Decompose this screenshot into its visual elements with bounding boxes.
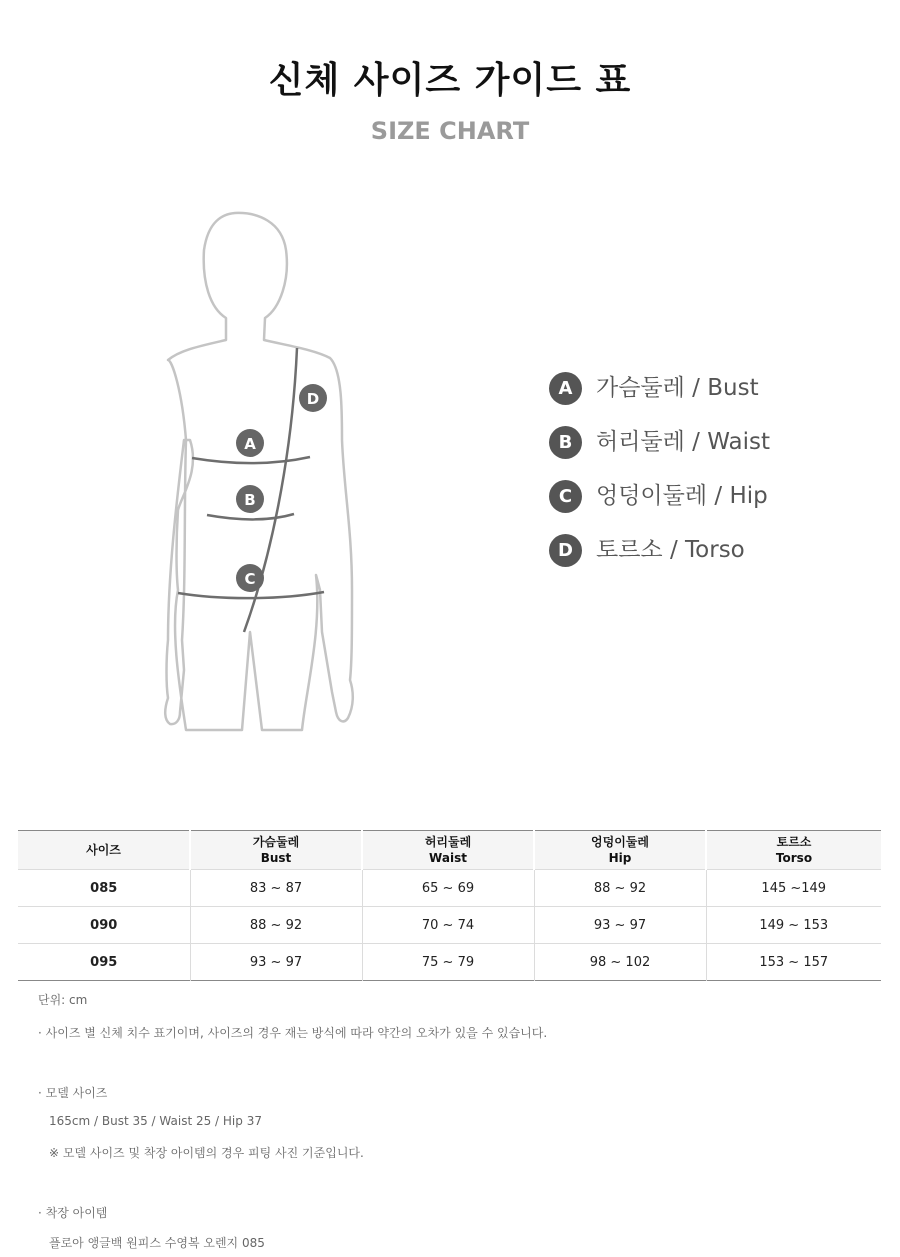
- body-figure-illustration: [130, 200, 370, 745]
- header-bust-ko: 가슴둘레: [252, 835, 300, 849]
- header-size: [18, 831, 190, 870]
- legend-label: 허리둘레 / Waist: [596, 429, 770, 455]
- size-cell: 085: [18, 870, 190, 907]
- waist-measure-line: [207, 514, 294, 519]
- marker-a: [236, 429, 264, 457]
- waist-cell: 65 ~ 69: [362, 870, 534, 907]
- table-row: [18, 907, 881, 944]
- header-hip: [534, 831, 706, 870]
- bust-cell: 83 ~ 87: [190, 870, 362, 907]
- torso-cell: 153 ~ 157: [706, 944, 881, 981]
- legend-label: 가슴둘레 / Bust: [596, 375, 759, 401]
- legend-label: 엉덩이둘레 / Hip: [596, 483, 768, 509]
- header-waist-en: Waist: [429, 851, 467, 865]
- size-cell: 095: [18, 944, 190, 981]
- marker-c: [236, 564, 264, 592]
- hip-cell: 98 ~ 102: [534, 944, 706, 981]
- header-hip-en: Hip: [608, 851, 632, 865]
- hip-cell: 88 ~ 92: [534, 870, 706, 907]
- page-title: 신체 사이즈 가이드 표: [268, 60, 632, 101]
- header-torso-ko: 토르소: [776, 835, 812, 849]
- unit-note: 단위: cm: [38, 993, 88, 1007]
- header-bust-en: Bust: [260, 851, 292, 865]
- hip-measure-line: [178, 592, 324, 598]
- torso-cell: 149 ~ 153: [706, 907, 881, 944]
- hip-cell: 93 ~ 97: [534, 907, 706, 944]
- header-hip-ko: 엉덩이둘레: [591, 835, 649, 849]
- torso-cell: 145 ~149: [706, 870, 881, 907]
- legend-badge: D: [549, 534, 582, 567]
- waist-cell: 70 ~ 74: [362, 907, 534, 944]
- page-subtitle: SIZE CHART: [370, 117, 530, 145]
- legend-badge: C: [549, 480, 582, 513]
- bust-cell: 93 ~ 97: [190, 944, 362, 981]
- body-silhouette: [165, 213, 353, 730]
- marker-c-label: C: [244, 570, 256, 588]
- marker-b: [236, 485, 264, 513]
- model-size-text: 165cm / Bust 35 / Waist 25 / Hip 37: [49, 1114, 262, 1128]
- marker-a-label: A: [244, 435, 256, 453]
- header-waist-ko: 허리둘레: [424, 835, 472, 849]
- legend-badge: A: [549, 372, 582, 405]
- marker-b-label: B: [244, 491, 256, 509]
- model-size-heading: · 모델 사이즈: [38, 1086, 108, 1100]
- worn-item-text: 플로아 앵글백 원피스 수영복 오렌지 085: [49, 1236, 265, 1250]
- size-cell: 090: [18, 907, 190, 944]
- legend-item-torso: [549, 534, 879, 588]
- bust-cell: 88 ~ 92: [190, 907, 362, 944]
- waist-cell: 75 ~ 79: [362, 944, 534, 981]
- measurement-legend: [549, 372, 879, 588]
- size-table: [18, 830, 881, 981]
- table-header-row: [18, 831, 881, 870]
- header-torso: [706, 831, 881, 870]
- header-bust: [190, 831, 362, 870]
- legend-badge: B: [549, 426, 582, 459]
- worn-item-heading: · 착장 아이템: [38, 1206, 108, 1220]
- disclaimer-note: · 사이즈 별 신체 치수 표기이며, 사이즈의 경우 재는 방식에 따라 약간의 오차가 있을 수 있습니다.: [38, 1026, 548, 1040]
- legend-item-waist: [549, 426, 879, 480]
- legend-item-bust: [549, 372, 879, 426]
- table-row: [18, 944, 881, 981]
- bust-measure-line: [192, 457, 310, 463]
- table-row: [18, 870, 881, 907]
- marker-d-label: D: [306, 390, 320, 408]
- legend-item-hip: [549, 480, 879, 534]
- header-waist: [362, 831, 534, 870]
- header-size-ko: 사이즈: [86, 843, 121, 857]
- marker-d: [299, 384, 327, 412]
- header-torso-en: Torso: [775, 851, 813, 865]
- legend-label: 토르소 / Torso: [596, 537, 745, 563]
- model-size-note: ※ 모델 사이즈 및 착장 아이템의 경우 피팅 사진 기준입니다.: [49, 1146, 364, 1160]
